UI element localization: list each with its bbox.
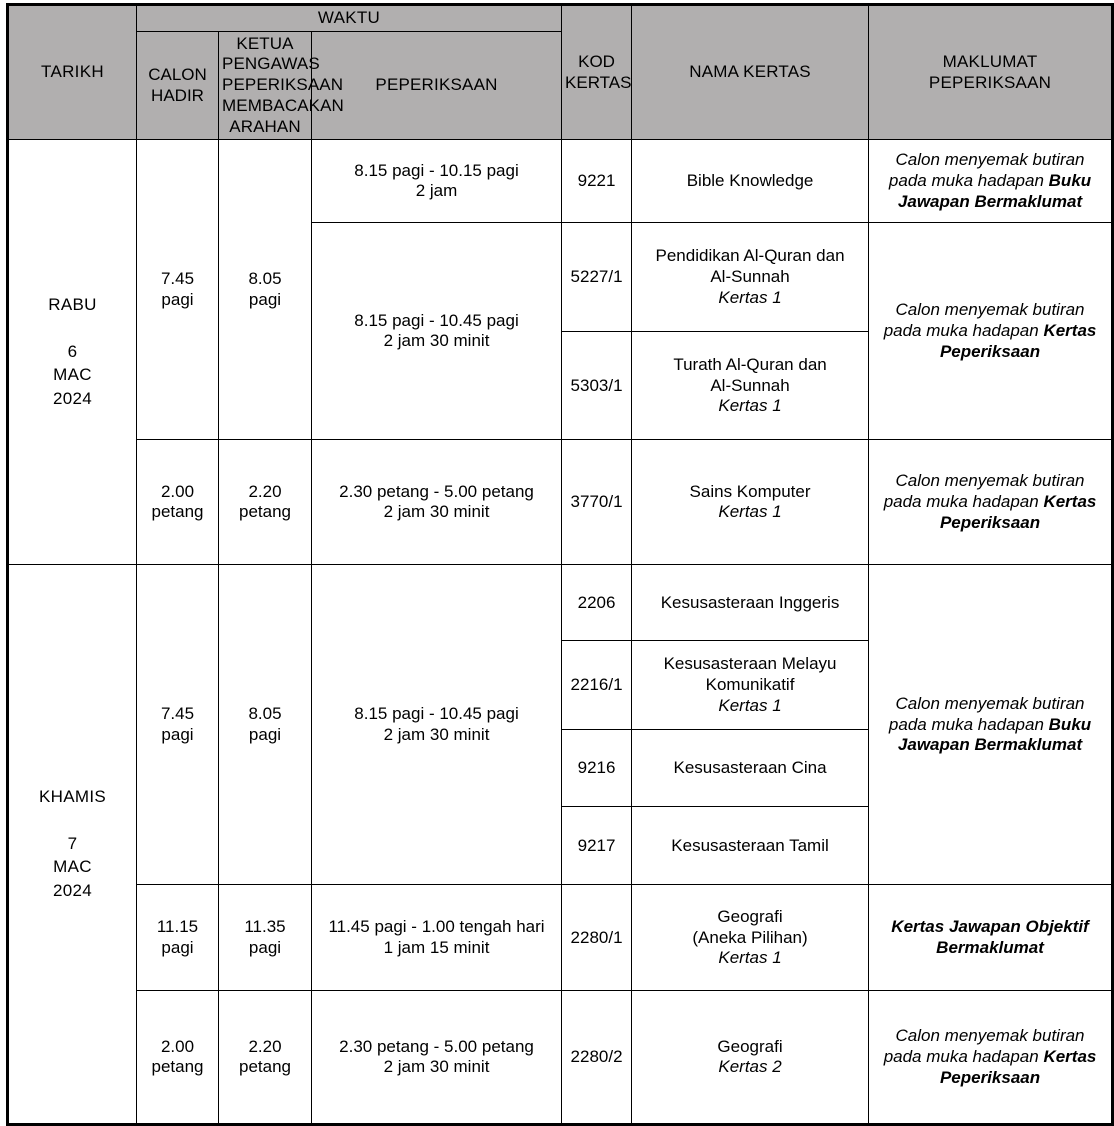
exam-info-bold-1: Kertas Jawapan Objektif: [891, 917, 1089, 937]
exam-info: [869, 223, 1113, 440]
exam-info-bold-1: Buku: [1048, 171, 1092, 191]
exam-info-bold-2: Peperiksaan: [939, 512, 1041, 532]
header-calon-hadir: [137, 31, 219, 140]
header-maklumat-peperiksaan: [869, 5, 1113, 140]
header-maklumat-line-2: PEPERIKSAAN: [928, 72, 1052, 92]
paper-name-line-1: Kesusasteraan Inggeris: [660, 592, 840, 612]
header-ketua-line-4: MEMBACAKAN: [222, 95, 344, 115]
header-ketua-pengawas: [219, 31, 344, 140]
exam-time-range: 8.15 pagi - 10.15 pagi: [354, 160, 519, 180]
exam-info-plain-1: Calon menyemak butiran: [895, 1026, 1085, 1046]
paper-code: 2280/2: [562, 991, 632, 1125]
paper-name-line-1: Geografi: [717, 906, 783, 926]
ketua-pengawas-time-value: 2.20: [248, 1036, 282, 1056]
ketua-pengawas-time-period: pagi: [248, 724, 282, 744]
exam-info-bold-2: Jawapan Bermaklumat: [897, 191, 1083, 211]
ketua-pengawas-time-period: petang: [239, 502, 291, 522]
header-maklumat-line-1: MAKLUMAT: [942, 51, 1038, 71]
paper-kertas: Kertas 1: [718, 396, 782, 416]
paper-name-line-1: Kesusasteraan Cina: [673, 758, 827, 778]
header-kod-line-1: KOD: [578, 51, 615, 71]
paper-name: [632, 730, 869, 807]
date-day-number: 7: [67, 833, 78, 853]
paper-name-line-2: Al-Sunnah: [710, 267, 790, 287]
paper-code: 5227/1: [562, 223, 632, 332]
paper-name-line-2: Komunikatif: [705, 675, 795, 695]
date-cell-khamis: [8, 565, 137, 1125]
paper-code: 9221: [562, 140, 632, 223]
exam-info-bold-2: Bermaklumat: [936, 937, 1044, 957]
exam-time-range: 11.45 pagi - 1.00 tengah hari: [328, 917, 545, 937]
date-cell-rabu: [8, 140, 137, 565]
exam-duration: 2 jam 30 minit: [383, 331, 490, 351]
paper-name: [632, 332, 869, 440]
paper-name-line-2: (Aneka Pilihan): [692, 927, 808, 947]
paper-name: [632, 991, 869, 1125]
paper-kertas: Kertas 2: [718, 1057, 782, 1077]
exam-info-plain-1: Calon menyemak butiran: [895, 471, 1085, 491]
header-waktu: WAKTU: [137, 5, 562, 32]
exam-info-bold-2: Jawapan Bermaklumat: [897, 735, 1083, 755]
paper-name-line-1: Pendidikan Al-Quran dan: [655, 246, 845, 266]
paper-code: 2216/1: [562, 641, 632, 730]
calon-hadir-time-period: pagi: [161, 937, 194, 957]
paper-name-line-1: Turath Al-Quran dan: [673, 354, 827, 374]
paper-name: [632, 223, 869, 332]
paper-kertas: Kertas 1: [718, 695, 782, 715]
date-spacer: [12, 316, 133, 342]
paper-code: 9216: [562, 730, 632, 807]
calon-hadir-time: [137, 565, 219, 885]
exam-duration: 2 jam 30 minit: [383, 724, 490, 744]
calon-hadir-time-value: 7.45: [160, 704, 195, 724]
paper-name: [632, 885, 869, 991]
date-month: MAC: [53, 365, 92, 385]
table-body: [8, 140, 1113, 1125]
ketua-pengawas-time: [219, 885, 312, 991]
exam-duration: 1 jam 15 minit: [383, 937, 490, 957]
paper-code: 9217: [562, 807, 632, 885]
date-day-number: 6: [67, 341, 78, 361]
calon-hadir-time-period: petang: [151, 502, 204, 522]
calon-hadir-time-value: 11.15: [156, 917, 199, 937]
calon-hadir-time: [137, 991, 219, 1125]
header-peperiksaan: PEPERIKSAAN: [312, 31, 562, 140]
header-nama-kertas: NAMA KERTAS: [632, 5, 869, 140]
date-month: MAC: [53, 857, 92, 877]
date-year: 2024: [52, 881, 93, 901]
exam-info-bold-1: Buku: [1048, 714, 1092, 734]
ketua-pengawas-time-value: 11.35: [244, 917, 286, 937]
header-kod-line-2: KERTAS: [565, 72, 632, 92]
date-spacer: [12, 808, 133, 834]
paper-name: [632, 565, 869, 641]
exam-info: [869, 991, 1113, 1125]
header-ketua-line-5: ARAHAN: [229, 116, 301, 136]
calon-hadir-time-value: 2.00: [160, 481, 195, 501]
header-ketua-line-3: PEPERIKSAAN: [222, 75, 344, 95]
paper-kertas: Kertas 1: [718, 502, 782, 522]
ketua-pengawas-time: [219, 140, 312, 440]
paper-name-line-2: Al-Sunnah: [710, 375, 790, 395]
exam-duration: 2 jam 30 minit: [383, 1057, 490, 1077]
paper-name-line-1: Sains Komputer: [689, 481, 811, 501]
exam-info: [869, 885, 1113, 991]
exam-time-slot: [312, 223, 562, 440]
table-row: [8, 440, 1113, 565]
header-ketua-line-2: PENGAWAS: [222, 54, 320, 74]
table-row: [8, 991, 1113, 1125]
exam-info-bold-2: Peperiksaan: [939, 341, 1041, 361]
table-row: [8, 885, 1113, 991]
date-day-name: RABU: [48, 294, 97, 314]
ketua-pengawas-time: [219, 440, 312, 565]
exam-info-plain-2: pada muka hadapan: [888, 714, 1049, 734]
ketua-pengawas-time-period: petang: [239, 1057, 291, 1077]
paper-name-line-1: Kesusasteraan Tamil: [671, 835, 829, 855]
date-year: 2024: [52, 389, 93, 409]
exam-info-bold-2: Peperiksaan: [939, 1067, 1041, 1087]
paper-name: [632, 140, 869, 223]
exam-duration: 2 jam 30 minit: [383, 502, 490, 522]
exam-timetable: [6, 3, 1114, 1126]
paper-name-line-1: Bible Knowledge: [686, 171, 814, 191]
exam-time-slot: [312, 565, 562, 885]
table-row: [8, 140, 1113, 223]
exam-duration: 2 jam: [415, 181, 458, 201]
exam-time-range: 2.30 petang - 5.00 petang: [339, 481, 534, 501]
paper-code: 3770/1: [562, 440, 632, 565]
calon-hadir-time-value: 2.00: [160, 1036, 195, 1056]
header-calon-line-2: HADIR: [151, 85, 204, 105]
exam-time-range: 8.15 pagi - 10.45 pagi: [354, 704, 519, 724]
paper-name: [632, 440, 869, 565]
exam-time-slot: [312, 440, 562, 565]
exam-time-range: 8.15 pagi - 10.45 pagi: [354, 310, 519, 330]
paper-code: 2280/1: [562, 885, 632, 991]
paper-name: [632, 807, 869, 885]
paper-code: 5303/1: [562, 332, 632, 440]
paper-name-line-1: Geografi: [717, 1036, 783, 1056]
exam-info-plain-1: Calon menyemak butiran: [895, 300, 1085, 320]
paper-name-line-1: Kesusasteraan Melayu: [663, 654, 837, 674]
exam-time-slot: [312, 885, 562, 991]
header-ketua-line-1: KETUA: [236, 33, 294, 53]
calon-hadir-time: [137, 885, 219, 991]
calon-hadir-time-value: 7.45: [160, 269, 195, 289]
calon-hadir-time: [137, 140, 219, 440]
header-tarikh: TARIKH: [8, 5, 137, 140]
exam-info-bold-1: Kertas: [1043, 1047, 1097, 1067]
exam-time-slot: [312, 140, 562, 223]
ketua-pengawas-time-value: 2.20: [248, 481, 282, 501]
ketua-pengawas-time: [219, 565, 312, 885]
table-row: [8, 565, 1113, 641]
ketua-pengawas-time-period: pagi: [248, 289, 282, 309]
exam-info: [869, 140, 1113, 223]
header-row-1: [8, 5, 1113, 32]
header-kod-kertas: [562, 5, 632, 140]
calon-hadir-time-period: pagi: [161, 289, 194, 309]
exam-info-plain-2: pada muka hadapan: [883, 321, 1044, 341]
exam-info-plain-2: pada muka hadapan: [883, 492, 1044, 512]
calon-hadir-time-period: petang: [151, 1057, 204, 1077]
exam-info: [869, 565, 1113, 885]
ketua-pengawas-time-value: 8.05: [248, 269, 282, 289]
date-day-name: KHAMIS: [39, 786, 106, 806]
exam-info-bold-1: Kertas: [1043, 492, 1097, 512]
exam-time-range: 2.30 petang - 5.00 petang: [339, 1036, 534, 1056]
ketua-pengawas-time-value: 8.05: [248, 704, 282, 724]
exam-info-plain-1: Calon menyemak butiran: [895, 150, 1085, 170]
exam-info-bold-1: Kertas: [1043, 321, 1097, 341]
exam-info-plain-2: pada muka hadapan: [883, 1047, 1044, 1067]
calon-hadir-time-period: pagi: [161, 724, 194, 744]
exam-info-plain-1: Calon menyemak butiran: [895, 693, 1085, 713]
header-calon-line-1: CALON: [148, 64, 207, 84]
ketua-pengawas-time-period: pagi: [248, 937, 282, 957]
paper-kertas: Kertas 1: [718, 287, 782, 307]
paper-code: 2206: [562, 565, 632, 641]
table-header: [8, 5, 1113, 140]
exam-info: [869, 440, 1113, 565]
exam-time-slot: [312, 991, 562, 1125]
paper-name: [632, 641, 869, 730]
ketua-pengawas-time: [219, 991, 312, 1125]
paper-kertas: Kertas 1: [718, 948, 782, 968]
exam-info-plain-2: pada muka hadapan: [888, 171, 1049, 191]
calon-hadir-time: [137, 440, 219, 565]
